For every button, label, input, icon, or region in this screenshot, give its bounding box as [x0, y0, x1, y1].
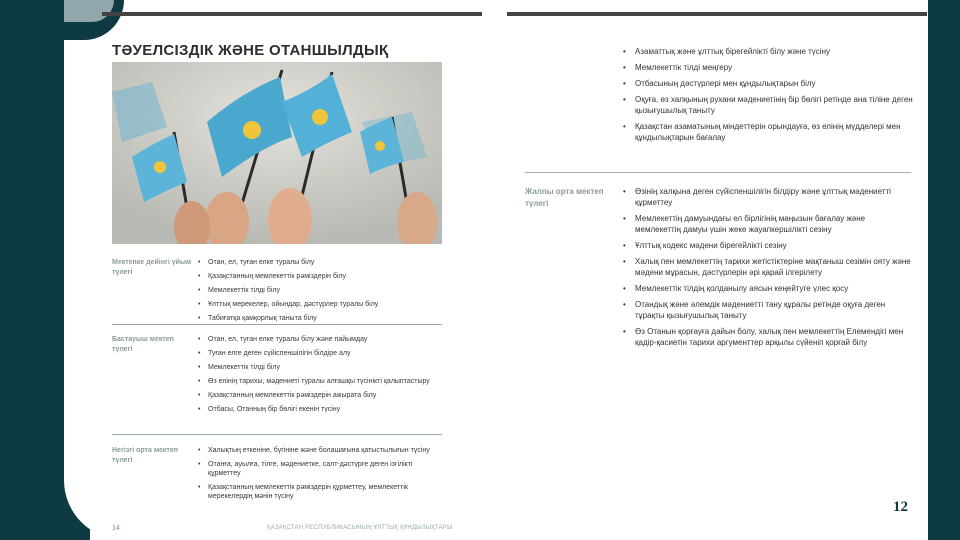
list-item: • Мемлекеттік тілді меңгеру: [623, 62, 913, 73]
left-page-number: 14: [112, 525, 120, 532]
section-items: [198, 258, 446, 328]
section-label: Мектепке дейінгі үйым түлегі: [112, 259, 192, 276]
list-item: • Қазақстан азаматының міндеттерін орындауға, өз елінің мүдделері мен құндылықтарын бағалау: [623, 121, 913, 143]
list-item: • Халық пен мемлекеттің тарихи жетістіктеріне мақтаныш сезімін ояту және мәдени мұрасын, дәстүрлерін әрі қарай ілгерілету: [623, 256, 913, 278]
section-items: [623, 186, 913, 353]
list-item: • Қазақстанның мемлекеттік рәміздерін ажырата білу: [198, 391, 446, 400]
left-document-page: [102, 12, 482, 532]
left-page-footer-text: ҚАЗАҚСТАН РЕСПУБЛИКАСЫНЫҢ ҰЛТТЫҚ ҚҰНДЫЛЫҚТАРЫ: [267, 525, 453, 531]
page-title: ТӘУЕЛСІЗДІК ЖӘНЕ ОТАНШЫЛДЫҚ: [112, 42, 389, 59]
list-item: • Азаматтық және ұлттық бірегейлікті білу және түсіну: [623, 46, 913, 57]
list-item: • Отанға, ауылға, тілге, мәдениетке, салт-дәстүрге деген ізгілікті құрметтеу: [198, 460, 446, 478]
right-page-top-bar: [507, 12, 927, 16]
flags-photo: [112, 62, 442, 244]
list-item: • Қазақстанның мемлекеттік рәміздерін құрметтеу, мемлекеттік мерекелердің мәнін түсіну: [198, 483, 446, 501]
list-item: • Өзінің халқына деген сүйіспеншілігін білдіру және ұлттық мәдениетті құрметтеу: [623, 186, 913, 208]
list-item: • Мемлекеттік тілді білу: [198, 286, 446, 295]
list-item: • Халықтың еткеніне, бүгініне және болашағына қатыстылығын түсіну: [198, 446, 446, 455]
list-item: • Отбасының дәстүрлері мен құндылықтарын білу: [623, 78, 913, 89]
list-item: • Оқуға, өз халқының рухани мәдениетінің бір бөлігі ретінде ана тіліне деген қызығушылық таныту: [623, 94, 913, 116]
section-items: [198, 335, 446, 419]
left-page-top-bar: [102, 12, 482, 16]
section-divider: [112, 434, 442, 435]
section-label: Бастауыш мектеп түлегі: [112, 336, 174, 353]
list-item: • Табиғатқа қамқорлық таныта білу: [198, 314, 446, 323]
list-item: • Ұлттық кодекс мәдени бірегейлікті сезіну: [623, 240, 913, 251]
flags-illustration: [112, 62, 442, 244]
list-item: • Отбасы, Отанның бір бөлігі екенін түсіну: [198, 405, 446, 414]
top-item-list: [623, 46, 913, 148]
section-label: Жалпы орта мектеп түлегі: [525, 187, 604, 208]
list-item: • Мемлекеттің дамуындағы ел бірлігінің маңызын бағалау және мемлекеттің дамуы үшін жеке жауапкершілікті сезіну: [623, 213, 913, 235]
list-item: • Мемлекеттік тілдің қолданылу аясын кеңейтуге үлес қосу: [623, 283, 913, 294]
list-item: • Өз Отанын қорғауға дайын болу, халық пен мемлекеттің Елемендігі мен қадір-қасиетін тарихи аргументтер арқылы сүйеніп қорғай білу: [623, 326, 913, 348]
right-document-page: [507, 12, 927, 392]
section-items: [198, 446, 446, 506]
list-item: • Мемлекеттік тілді білу: [198, 363, 446, 372]
list-item: • Туған елге деген сүйіспеншілігін білдіре алу: [198, 349, 446, 358]
section-divider: [112, 324, 442, 325]
section-divider: [525, 172, 911, 173]
list-item: • Отандық және әлемдік мәдениетті тану құралы ретінде оқуға деген тұрақты қызығушылық таныту: [623, 299, 913, 321]
list-item: • Отан, ел, туған елке туралы білу және пайымдау: [198, 335, 446, 344]
list-item: • Отан, ел, туған елке туралы білу: [198, 258, 446, 267]
slide-page-number: 12: [893, 499, 908, 515]
list-item: • Өз елінің тарихы, мәдениеті туралы алғашқы түсінікті қалыптастыру: [198, 377, 446, 386]
section-label: Негізгі орта мектеп түлегі: [112, 447, 178, 464]
list-item: • Ұлттық мерекелер, ойындар, дәстүрлер туралы білу: [198, 300, 446, 309]
list-item: • Қазақстанның мемлекеттік рәміздерін білу: [198, 272, 446, 281]
